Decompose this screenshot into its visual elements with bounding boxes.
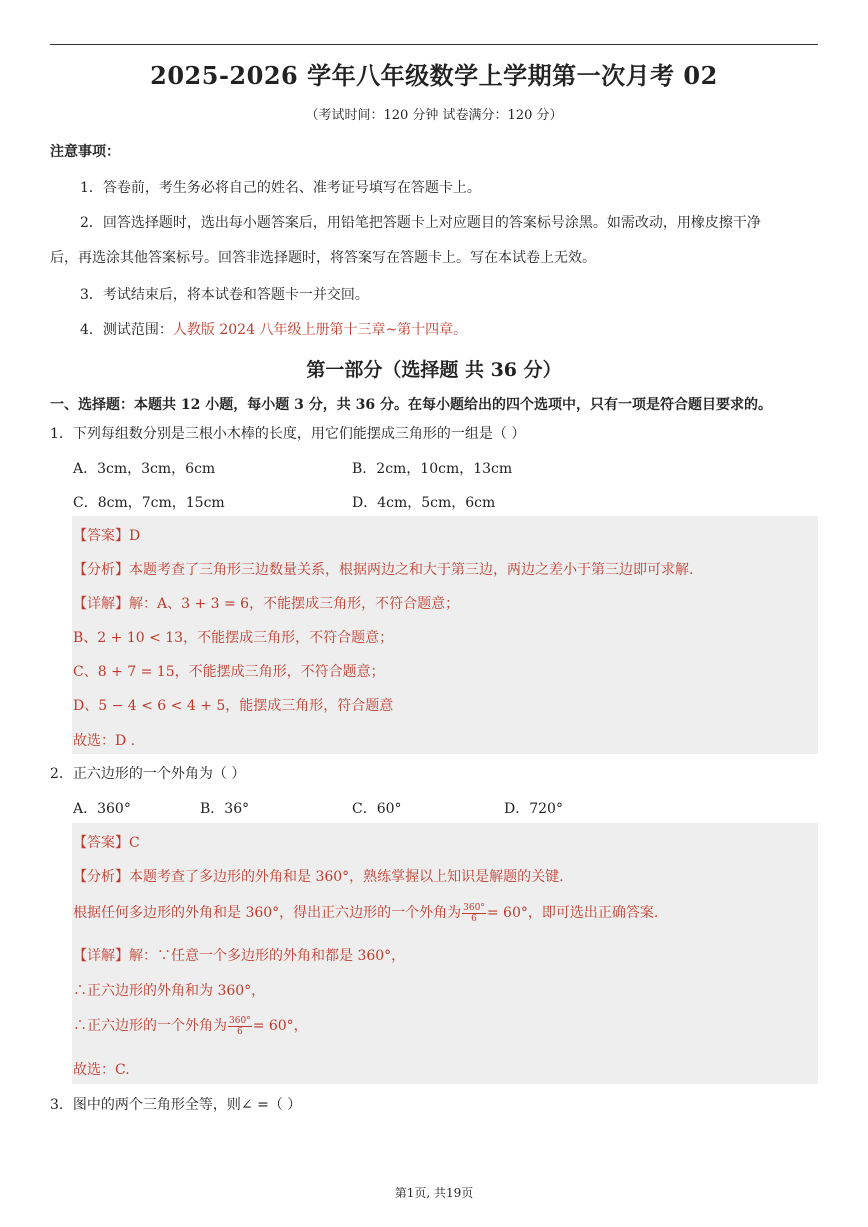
q2-stem: 2．正六边形的一个外角为（ ） bbox=[50, 766, 246, 782]
fraction-numerator: 360° bbox=[229, 1015, 251, 1026]
q2-reasoning-fraction bbox=[462, 903, 486, 924]
q2-reasoning bbox=[73, 902, 658, 924]
q1-detail-3: C、8 + 7 = 15，不能摆成三角形，不符合题意； bbox=[73, 664, 385, 680]
notice-item-4-prefix: 4．测试范围： bbox=[80, 322, 173, 338]
notice-item-4-scope: 人教版 2024 八年级上册第十三章~第十四章。 bbox=[172, 322, 468, 338]
q2-option-c: C．60° bbox=[352, 801, 402, 817]
section-title: 第一部分（选择题 共 36 分） bbox=[306, 359, 562, 381]
q1-stem: 1．下列每组数分别是三根小木棒的长度，用它们能摆成三角形的一组是（ ） bbox=[50, 426, 526, 442]
notice-item-4 bbox=[80, 319, 467, 339]
q1-option-c: C．8cm，7cm，15cm bbox=[73, 495, 225, 511]
q2-detail-3-pre: ∴正六边形的一个外角为 bbox=[73, 1018, 227, 1034]
notice-item-3: 3．考试结束后，将本试卷和答题卡一并交回。 bbox=[80, 287, 369, 303]
q2-reasoning-post: = 60°，即可选出正确答案. bbox=[486, 905, 659, 921]
q1-detail-2: B、2 + 10 < 13，不能摆成三角形，不符合题意； bbox=[73, 630, 394, 646]
exam-subtitle: （考试时间：120 分钟 试卷满分：120 分） bbox=[305, 108, 563, 123]
page-footer: 第1页, 共19页 bbox=[394, 1186, 474, 1200]
notice-item-2-line-1: 2．回答选择题时，选出每小题答案后，用铅笔把答题卡上对应题目的答案标号涂黑。如需改动，用橡皮擦干净 bbox=[80, 215, 761, 231]
q2-reasoning-pre: 根据任何多边形的外角和是 360°，得出正六边形的一个外角为 bbox=[73, 905, 462, 921]
q1-answer: 【答案】D bbox=[73, 528, 141, 544]
notice-heading: 注意事项： bbox=[50, 144, 120, 160]
q1-option-b: B．2cm，10cm，13cm bbox=[352, 461, 513, 477]
q1-detail-4: D、5 − 4 < 6 < 4 + 5，能摆成三角形，符合题意 bbox=[73, 698, 394, 714]
q2-analysis: 【分析】本题考查了多边形的外角和是 360°，熟练掌握以上知识是解题的关键. bbox=[73, 869, 564, 885]
q2-answer: 【答案】C bbox=[73, 835, 140, 851]
q2-choose: 故选：C. bbox=[73, 1062, 130, 1078]
notice-item-1: 1．答卷前，考生务必将自己的姓名、准考证号填写在答题卡上。 bbox=[80, 180, 481, 196]
q2-detail-1: 【详解】解：∵任意一个多边形的外角和都是 360°， bbox=[73, 948, 406, 964]
fraction-denominator: 6 bbox=[471, 913, 477, 924]
fraction-numerator: 360° bbox=[463, 902, 485, 913]
q2-detail-3-fraction bbox=[228, 1016, 252, 1037]
fraction-denominator: 6 bbox=[236, 1026, 243, 1037]
q2-detail-3-post: = 60°， bbox=[252, 1018, 308, 1034]
q3-stem: 3．图中的两个三角形全等，则∠ =（ ） bbox=[50, 1097, 302, 1113]
q1-option-a: A．3cm，3cm，6cm bbox=[73, 461, 216, 477]
q2-detail-2: ∴正六边形的外角和为 360°， bbox=[73, 983, 266, 999]
exam-title: 2025-2026 学年八年级数学上学期第一次月考 02 bbox=[150, 61, 718, 90]
q2-detail-3 bbox=[73, 1015, 308, 1037]
q2-option-a: A．360° bbox=[73, 801, 131, 817]
q2-option-b: B．36° bbox=[200, 801, 250, 817]
q1-option-d: D．4cm，5cm，6cm bbox=[352, 495, 496, 511]
q1-choose: 故选：D . bbox=[73, 733, 136, 749]
q2-option-d: D．720° bbox=[504, 801, 563, 817]
part1-heading: 一、选择题：本题共 12 小题，每小题 3 分，共 36 分。在每小题给出的四个选项中，只有一项是符合题目要求的。 bbox=[50, 397, 772, 413]
notice-item-2-line-2: 后，再选涂其他答案标号。回答非选择题时，将答案写在答题卡上。写在本试卷上无效。 bbox=[50, 250, 596, 266]
header-rule bbox=[50, 44, 818, 45]
q1-analysis: 【分析】本题考查了三角形三边数量关系，根据两边之和大于第三边，两边之差小于第三边即可求解. bbox=[73, 562, 694, 578]
q1-detail-1: 【详解】解：A、3 + 3 = 6，不能摆成三角形，不符合题意； bbox=[73, 596, 460, 612]
